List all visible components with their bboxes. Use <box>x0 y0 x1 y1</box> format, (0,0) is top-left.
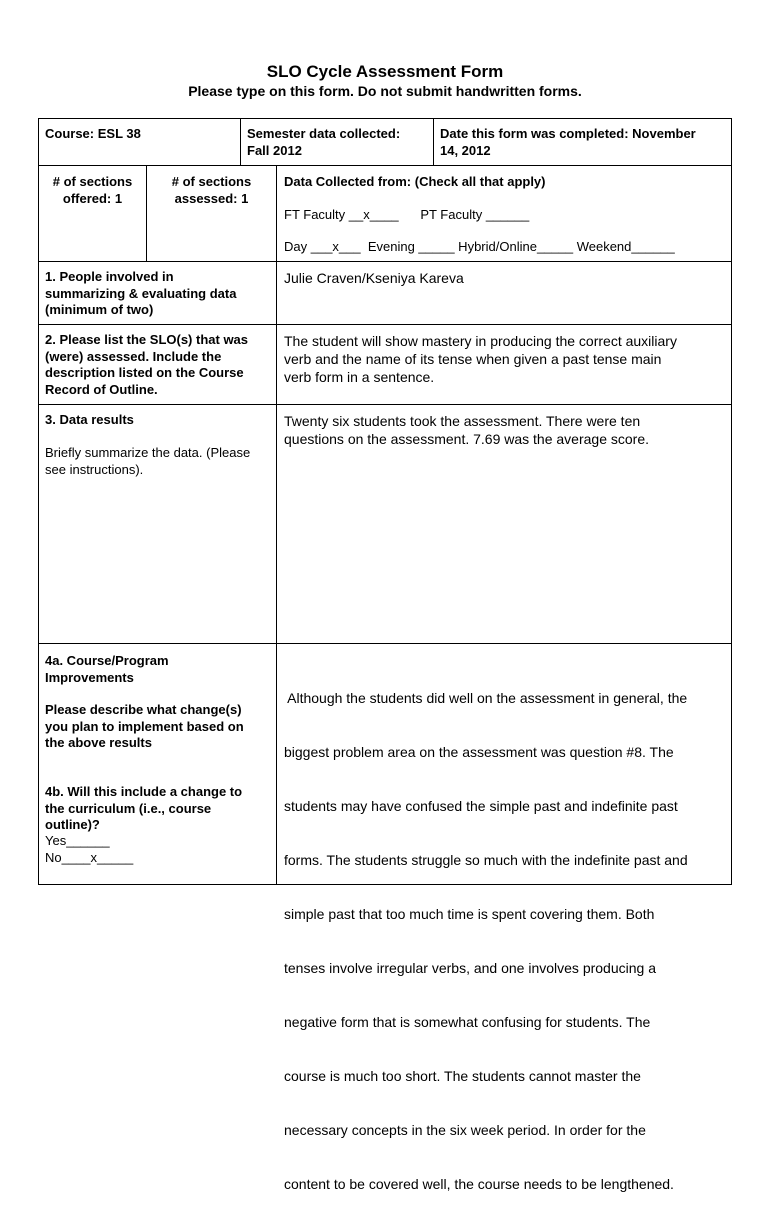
semester-label: Semester data collected: <box>247 126 401 141</box>
section-3-value: Twenty six students took the assessment. There were ten questions on the assessment. 7.69 was the average score. <box>284 413 649 447</box>
sections-assessed-cell <box>147 174 276 207</box>
section-3-label: 3. Data results <box>45 412 134 427</box>
row-divider <box>38 643 732 644</box>
column-divider <box>433 118 434 166</box>
data-collected-heading: Data Collected from: (Check all that apply) <box>284 174 546 189</box>
section-4-value: Although the students did well on the assessment in general, the biggest problem area on the assessment was question #8. The students may have confused the simple past and indefinite past forms. The students struggle so much with the indefinite past and simple past that too much time is spent covering them. Both tenses involve irregular verbs, and one involves producing a negative form that is somewhat confusing for students. The course is much too short. The students cannot master the necessary concepts in the six week period. In order for the content to be covered well, the course needs to be lengthened. <box>284 690 688 1192</box>
section-3-instructions: Briefly summarize the data. (Please see instructions). <box>45 445 251 477</box>
section-2-label: 2. Please list the SLO(s) that was (were) assessed. Include the description listed on the Course Record of Outline. <box>45 332 249 397</box>
date-line-2: 14, 2012 <box>440 142 491 158</box>
sections-offered-line-2: offered: 1 <box>62 190 123 206</box>
semester-cell <box>247 126 427 159</box>
form-subtitle: Please type on this form. Do not submit handwritten forms. <box>188 83 582 99</box>
date-line-1: Date this form was completed: November <box>440 126 696 141</box>
sections-offered-cell <box>39 174 146 207</box>
row-divider <box>38 404 732 405</box>
course-cell <box>45 126 141 143</box>
sections-assessed-line-1: # of sections <box>171 174 252 189</box>
column-divider <box>240 118 241 166</box>
section-2-value: The student will show mastery in producing the correct auxiliary verb and the name of its tense when given a past tense main verb form in a sentence. <box>284 333 677 385</box>
semester-value: Fall 2012 <box>247 142 302 158</box>
section-4a-prompt: Please describe what change(s) you plan to implement based on the above results <box>45 702 244 750</box>
section-4b-label: 4b. Will this include a change to the curriculum (i.e., course outline)? <box>45 784 243 832</box>
schedule-line: Day ___x___ Evening _____ Hybrid/Online_____ Weekend______ <box>284 239 675 254</box>
faculty-line: FT Faculty __x____ PT Faculty ______ <box>284 207 530 222</box>
column-divider <box>276 165 277 885</box>
form-title: SLO Cycle Assessment Form <box>266 62 504 81</box>
row-divider <box>38 165 732 166</box>
section-4b-yes: Yes______ <box>45 833 110 848</box>
course-value: Course: ESL 38 <box>45 126 141 141</box>
sections-offered-line-1: # of sections <box>52 174 133 189</box>
section-4b-no: No____x_____ <box>45 850 134 865</box>
row-divider <box>38 324 732 325</box>
section-4a-label: 4a. Course/Program Improvements <box>45 653 169 685</box>
row-divider <box>38 261 732 262</box>
date-cell <box>440 126 728 159</box>
section-1-label: 1. People involved in summarizing & evaluating data (minimum of two) <box>45 269 237 317</box>
sections-assessed-line-2: assessed: 1 <box>174 190 249 206</box>
section-1-value: Julie Craven/Kseniya Kareva <box>284 270 464 286</box>
